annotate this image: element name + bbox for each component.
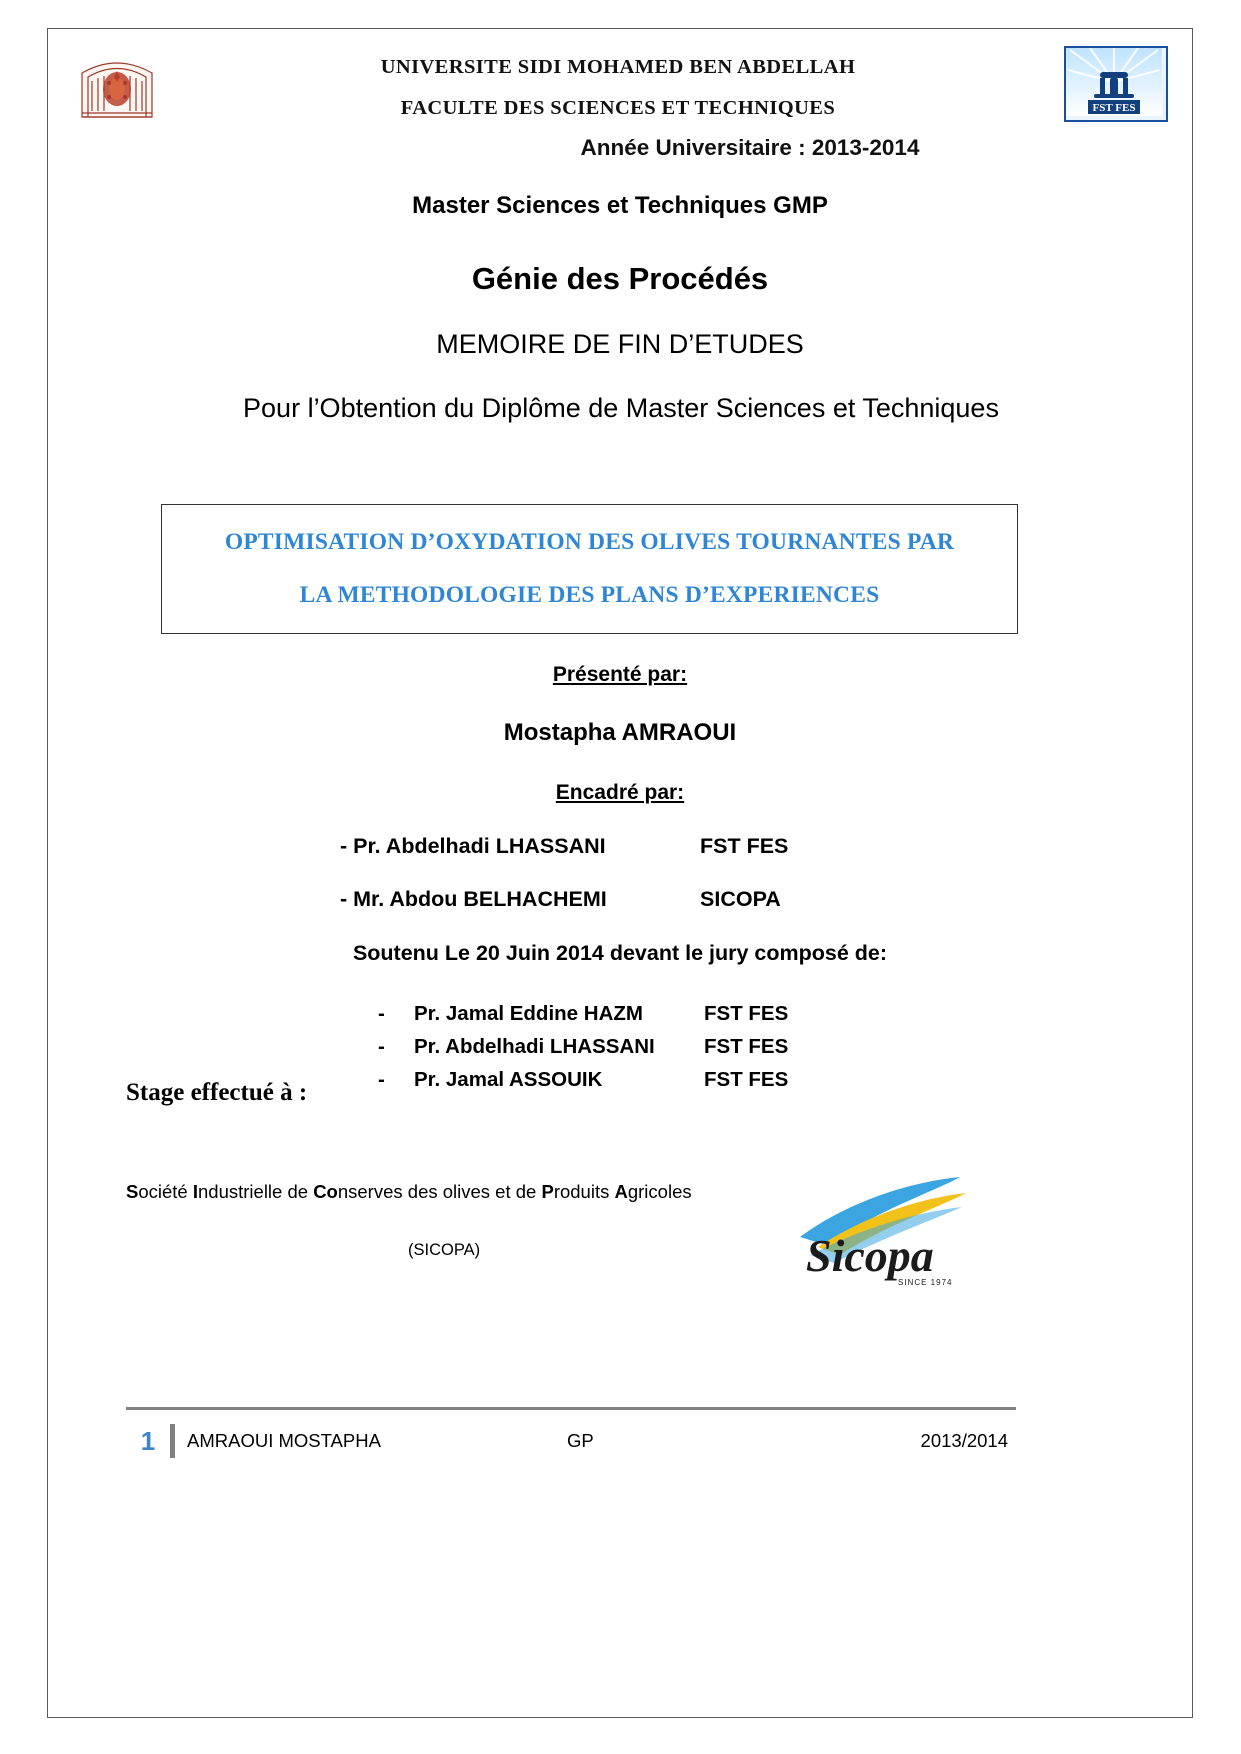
thesis-title-line-2: LA METHODOLOGIE DES PLANS D’EXPERIENCES xyxy=(299,582,880,608)
internship-label: Stage effectué à : xyxy=(126,1079,308,1106)
university-crest-icon xyxy=(68,47,166,125)
supervised-by-label: Encadré par: xyxy=(555,781,685,804)
program-title: Master Sciences et Techniques GMP xyxy=(412,192,828,219)
company-name-part: Co xyxy=(313,1181,338,1202)
bullet-dash: - xyxy=(378,1035,385,1059)
footer-year: 2013/2014 xyxy=(920,1430,1008,1451)
company-name-part: S xyxy=(126,1181,139,1202)
jury-member-org: FST FES xyxy=(704,1035,789,1059)
company-name-part: nserves des olives et de xyxy=(337,1181,542,1202)
supervisor-org: FST FES xyxy=(700,834,789,858)
footer-author: AMRAOUI MOSTAPHA xyxy=(187,1430,381,1451)
company-name-part: ociété xyxy=(138,1181,193,1202)
thesis-title-line-1: OPTIMISATION D’OXYDATION DES OLIVES TOURNANTES PAR xyxy=(224,529,955,555)
jury-member-name: Pr. Jamal ASSOUIK xyxy=(414,1068,603,1092)
supervisor-org: SICOPA xyxy=(700,887,781,911)
sicopa-company-logo-icon xyxy=(790,1159,980,1299)
supervisor-name: - Mr. Abdou BELHACHEMI xyxy=(340,887,607,911)
supervisor-name: - Pr. Abdelhadi LHASSANI xyxy=(340,834,606,858)
university-name-block xyxy=(278,56,958,120)
page-number: 1 xyxy=(140,1425,156,1456)
supervisor-list xyxy=(48,834,1192,940)
footer-divider xyxy=(126,1407,1016,1410)
fst-fes-logo-icon xyxy=(1064,46,1168,122)
list-item xyxy=(48,887,1192,912)
specialty-title: Génie des Procédés xyxy=(471,261,769,296)
company-abbreviation: (SICOPA) xyxy=(408,1241,481,1259)
author-name: Mostapha AMRAOUI xyxy=(503,719,737,746)
company-name-part: A xyxy=(614,1181,628,1202)
bullet-dash: - xyxy=(378,1002,385,1025)
jury-member-name: Pr. Abdelhadi LHASSANI xyxy=(414,1035,655,1059)
company-name-part: roduits xyxy=(553,1181,615,1202)
footer-accent-bar xyxy=(170,1424,175,1458)
svg-text:FST FES: FST FES xyxy=(1092,102,1136,114)
thesis-title-box xyxy=(161,504,1018,634)
company-name-part: I xyxy=(192,1181,198,1202)
presented-by-label: Présenté par: xyxy=(552,663,688,686)
bullet-dash: - xyxy=(378,1068,385,1092)
company-name-part: ndustrielle de xyxy=(198,1181,314,1202)
university-line-2: FACULTE DES SCIENCES ET TECHNIQUES xyxy=(400,97,836,119)
company-name-part: gricoles xyxy=(627,1181,692,1202)
company-full-name xyxy=(126,1181,692,1203)
list-item xyxy=(378,1063,938,1096)
document-type: MEMOIRE DE FIN D’ETUDES xyxy=(436,329,804,359)
defense-statement: Soutenu Le 20 Juin 2014 devant le jury composé de: xyxy=(352,941,888,965)
jury-list xyxy=(378,997,938,1097)
academic-year: Année Universitaire : 2013-2014 xyxy=(580,135,920,160)
list-item xyxy=(48,834,1192,859)
company-name-part: P xyxy=(541,1181,554,1202)
jury-member-org: FST FES xyxy=(704,1002,789,1025)
jury-member-name: Pr. Jamal Eddine HAZM xyxy=(414,1002,643,1025)
document-purpose: Pour l’Obtention du Diplôme de Master Sciences et Techniques xyxy=(243,393,999,423)
list-item xyxy=(378,1030,938,1063)
document-page xyxy=(47,28,1193,1718)
document-header xyxy=(48,29,1192,129)
footer-program-code: GP xyxy=(567,1430,594,1451)
list-item xyxy=(378,997,938,1030)
university-line-1: UNIVERSITE SIDI MOHAMED BEN ABDELLAH xyxy=(380,56,856,78)
jury-member-org: FST FES xyxy=(704,1068,789,1092)
document-footer xyxy=(126,1421,1016,1461)
svg-text:Sicopa: Sicopa xyxy=(806,1230,934,1281)
svg-text:SINCE 1974: SINCE 1974 xyxy=(898,1278,953,1287)
